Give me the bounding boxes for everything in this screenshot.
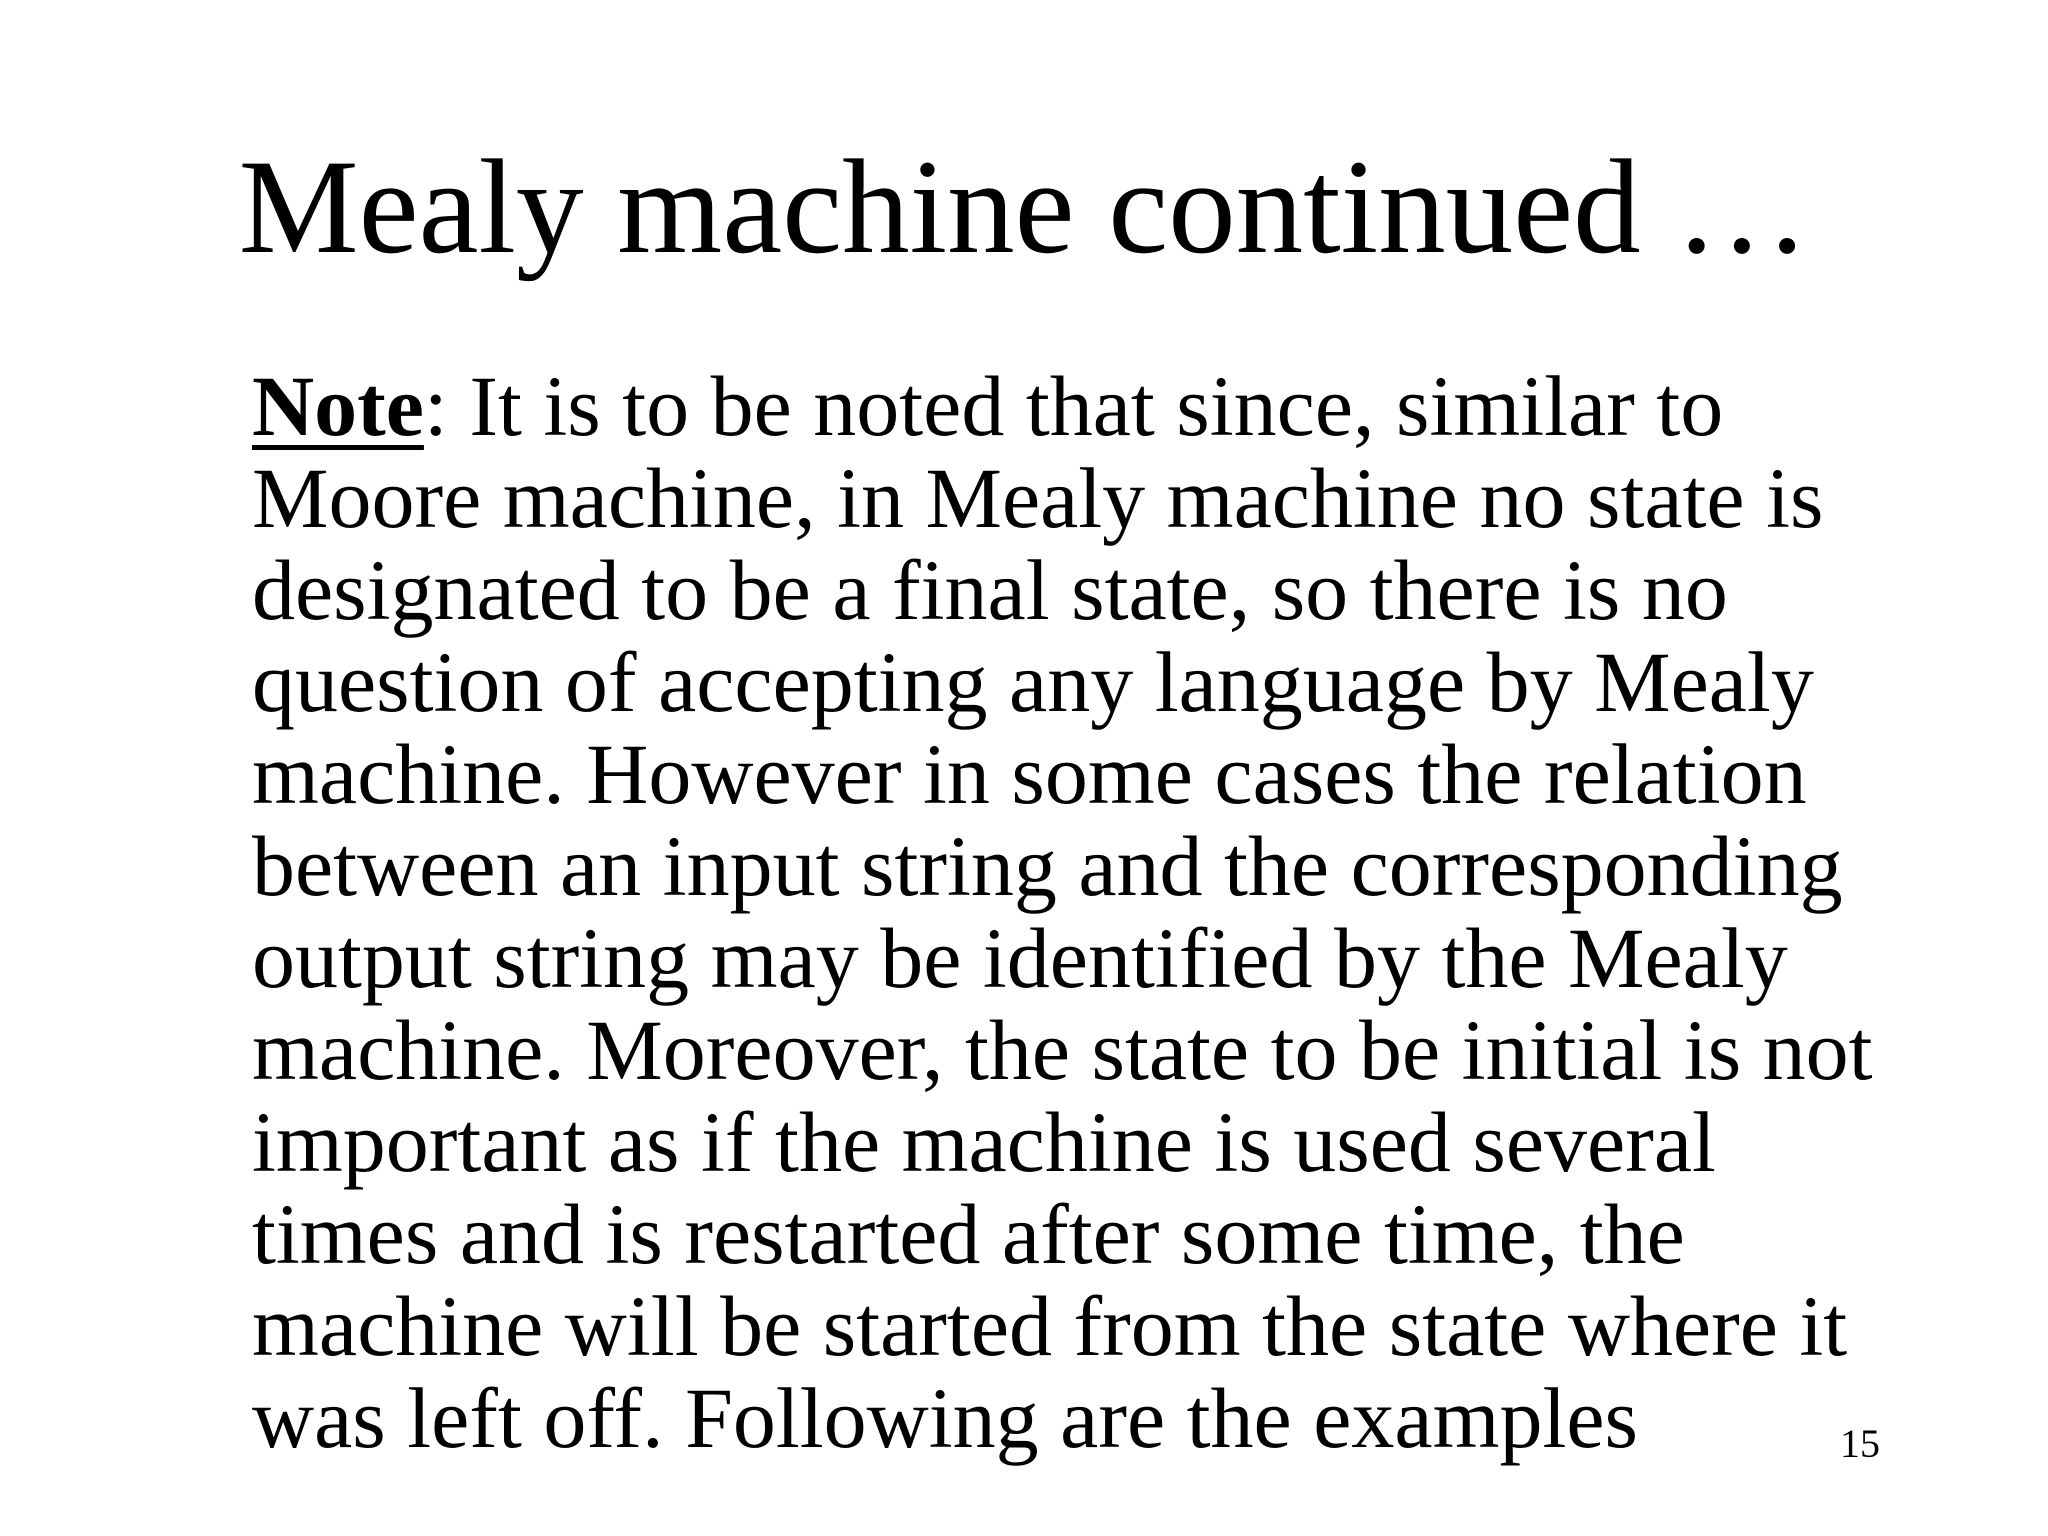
body-line-12: was left off. Following are the examples — [252, 1370, 1638, 1466]
body-line-5: machine. However in some cases the relation — [252, 726, 1807, 822]
body-line-7: output string may be identified by the Mealy — [252, 910, 1788, 1006]
slide-title: Mealy machine continued … — [238, 133, 1810, 282]
body-line-6: between an input string and the corresponding — [252, 818, 1843, 914]
body-line-10: times and is restarted after some time, the — [252, 1186, 1685, 1282]
note-colon: : — [423, 358, 448, 454]
body-line-11: machine will be started from the state where it — [252, 1278, 1848, 1374]
page-number: 15 — [1840, 1421, 1880, 1466]
body-line-4: question of accepting any language by Mealy — [252, 634, 1814, 730]
body-line-text: It is to be noted that since, similar to — [447, 358, 1724, 454]
body-line-1 — [252, 360, 1932, 452]
body-line-9: important as if the machine is used several — [252, 1094, 1716, 1190]
body-line-2: Moore machine, in Mealy machine no state is — [252, 450, 1824, 546]
body-line-3: designated to be a final state, so there is no — [252, 542, 1728, 638]
note-paragraph — [252, 360, 1932, 1464]
note-label: Note — [252, 358, 424, 454]
body-line-8: machine. Moreover, the state to be initial is not — [252, 1002, 1873, 1098]
